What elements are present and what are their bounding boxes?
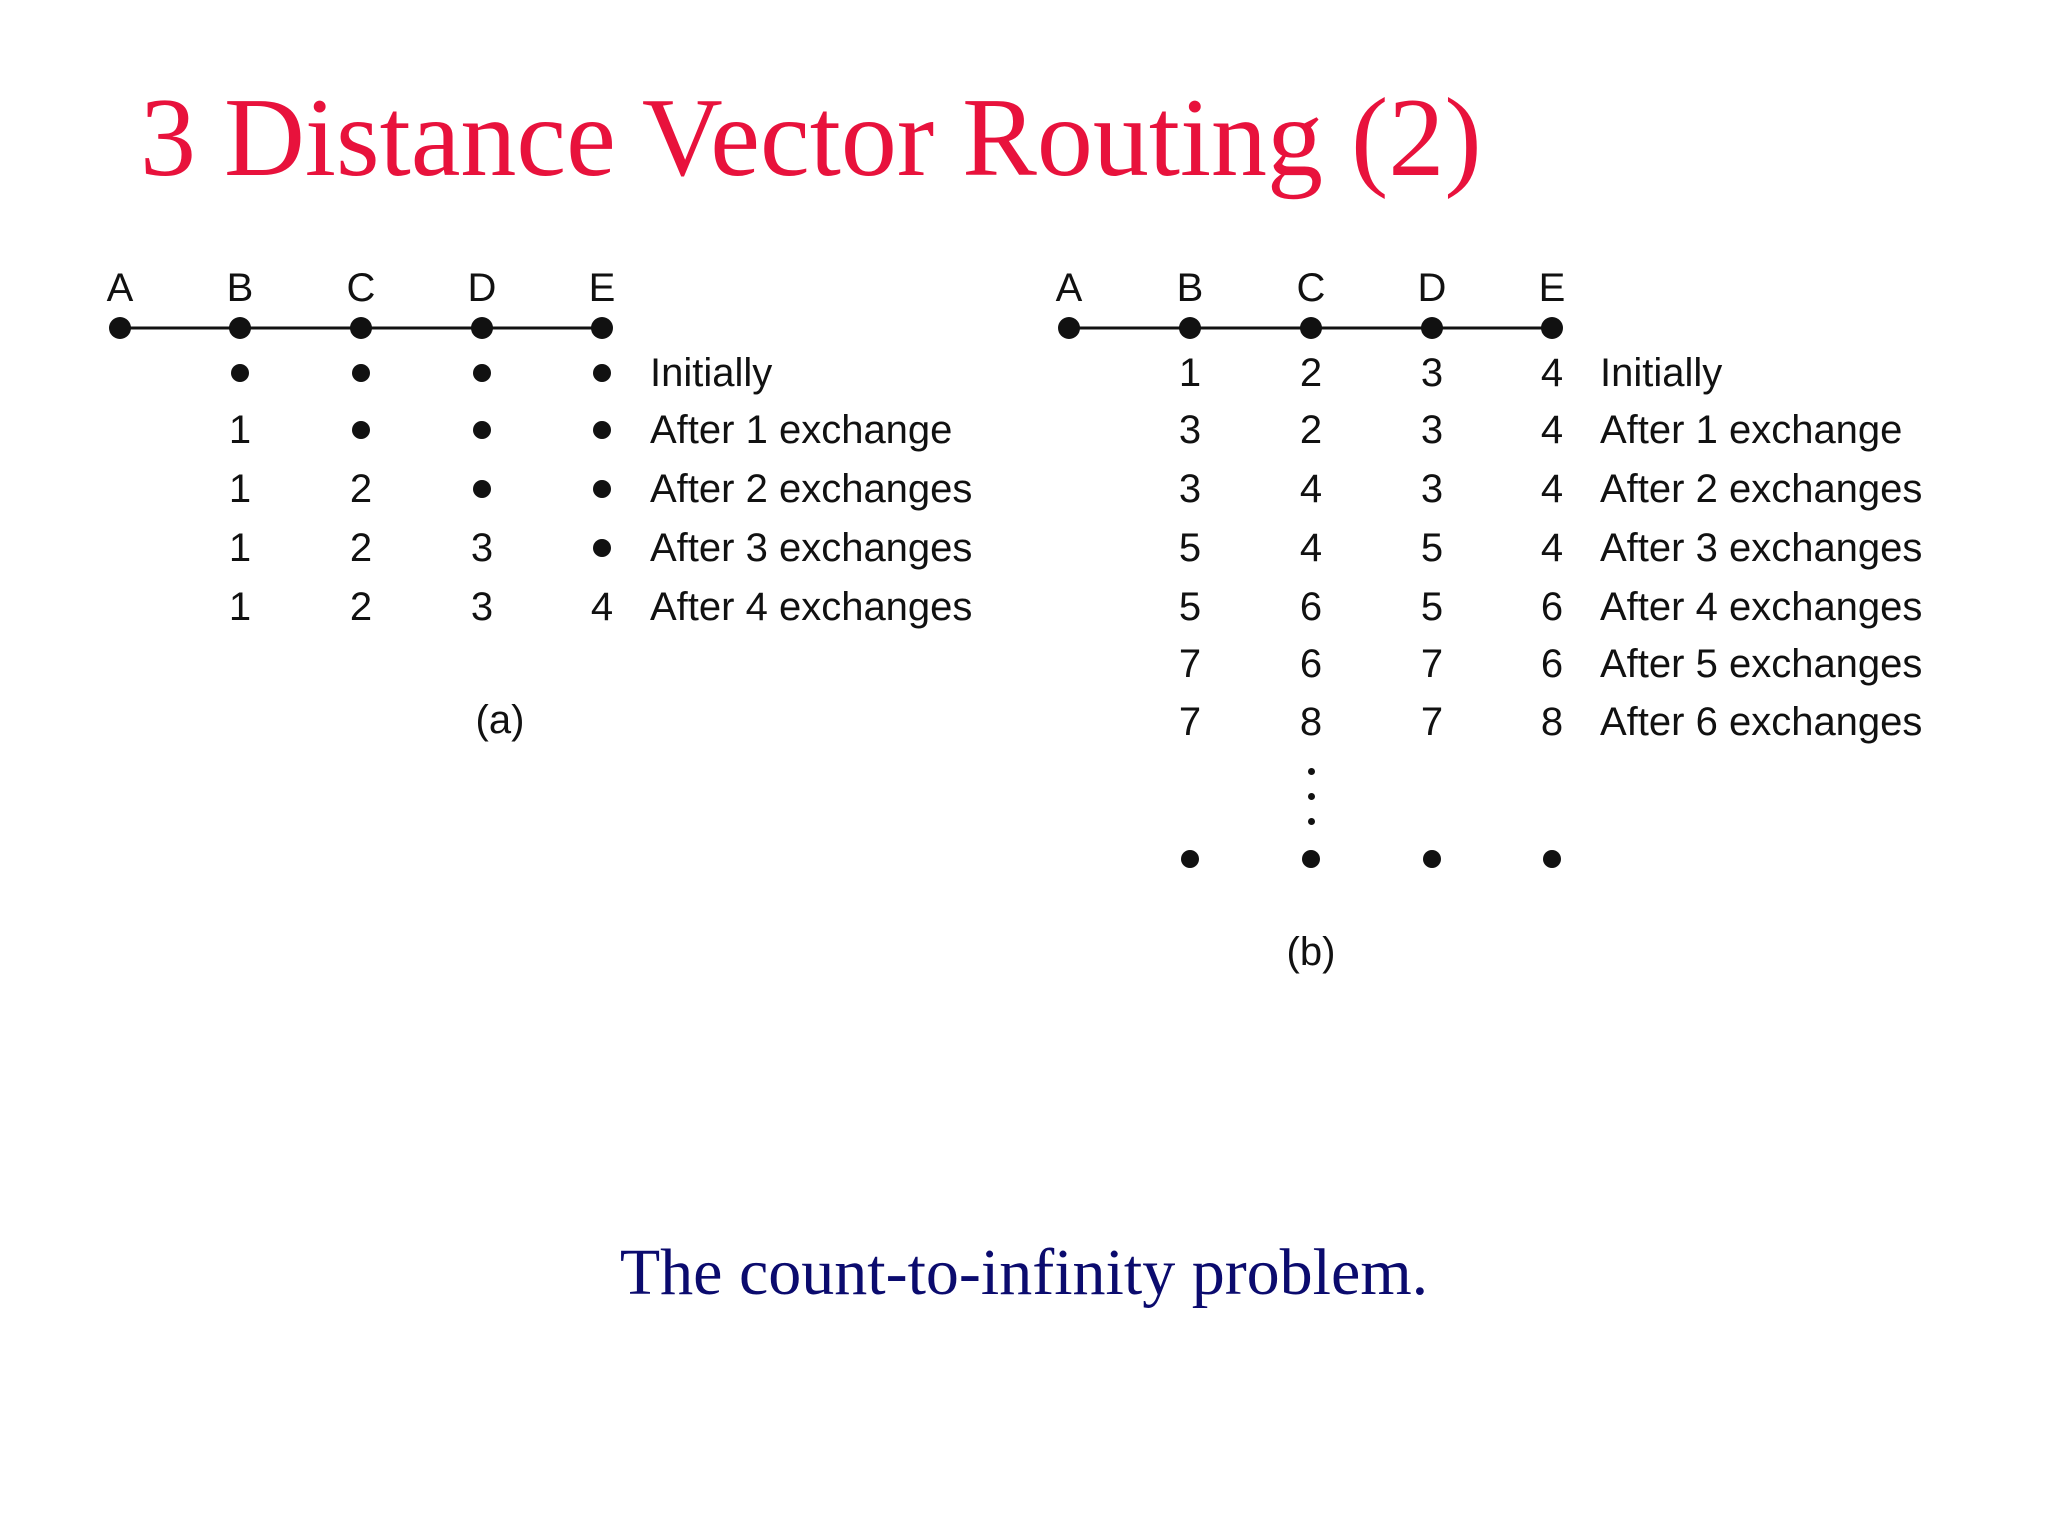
infinity-dot: [593, 421, 611, 439]
distance-value: 3: [1420, 408, 1444, 452]
diagram-sublabel: (a): [475, 698, 525, 742]
distance-value: 4: [1540, 351, 1564, 395]
row-label: After 5 exchanges: [1600, 642, 1923, 686]
distance-value: 2: [349, 585, 373, 629]
distance-value: 7: [1178, 642, 1202, 686]
node-d: [1421, 317, 1443, 339]
distance-value: 1: [228, 526, 252, 570]
distance-value: 4: [1540, 526, 1564, 570]
row-label: After 4 exchanges: [1600, 585, 1923, 629]
infinity-dot: [473, 480, 491, 498]
distance-value: 5: [1420, 585, 1444, 629]
row-label: After 3 exchanges: [1600, 526, 1923, 570]
distance-value: 2: [1299, 408, 1323, 452]
distance-value: 4: [1540, 408, 1564, 452]
row-label: Initially: [650, 351, 773, 395]
infinity-dot: [593, 539, 611, 557]
figure-caption: The count-to-infinity problem.: [619, 1236, 1429, 1309]
diagram-sublabel: (b): [1286, 930, 1336, 974]
infinity-dot: [473, 421, 491, 439]
node-label-a: A: [106, 266, 134, 310]
node-label-b: B: [1176, 266, 1204, 310]
distance-value: 1: [228, 467, 252, 511]
node-label-d: D: [467, 266, 497, 310]
row-label: After 2 exchanges: [650, 467, 973, 511]
row-label: After 1 exchange: [1600, 408, 1903, 452]
row-label: After 1 exchange: [650, 408, 953, 452]
distance-value: 3: [470, 585, 494, 629]
vertical-ellipsis: [1307, 768, 1315, 843]
link-line: [1069, 327, 1552, 330]
infinity-dot: [1543, 850, 1561, 868]
node-e: [1541, 317, 1563, 339]
infinity-dot: [231, 364, 249, 382]
distance-value: 6: [1299, 585, 1323, 629]
distance-value: 3: [1178, 408, 1202, 452]
node-c: [1300, 317, 1322, 339]
distance-value: 3: [1420, 467, 1444, 511]
node-b: [1179, 317, 1201, 339]
distance-value: 6: [1299, 642, 1323, 686]
infinity-dot: [473, 364, 491, 382]
row-label: After 3 exchanges: [650, 526, 973, 570]
distance-value: 2: [349, 467, 373, 511]
distance-value: 5: [1178, 585, 1202, 629]
distance-value: 3: [470, 526, 494, 570]
distance-value: 1: [228, 408, 252, 452]
node-label-e: E: [1538, 266, 1566, 310]
row-label: After 6 exchanges: [1600, 700, 1923, 744]
distance-value: 3: [1178, 467, 1202, 511]
distance-value: 4: [590, 585, 614, 629]
node-b: [229, 317, 251, 339]
row-label: After 2 exchanges: [1600, 467, 1923, 511]
node-a: [109, 317, 131, 339]
distance-value: 6: [1540, 585, 1564, 629]
page-title: 3 Distance Vector Routing (2): [140, 76, 1482, 200]
distance-value: 5: [1420, 526, 1444, 570]
infinity-dot: [1423, 850, 1441, 868]
node-label-c: C: [346, 266, 376, 310]
infinity-dot: [593, 364, 611, 382]
infinity-dot: [352, 421, 370, 439]
distance-value: 8: [1299, 700, 1323, 744]
row-label: Initially: [1600, 351, 1723, 395]
distance-value: 7: [1420, 642, 1444, 686]
distance-value: 7: [1178, 700, 1202, 744]
node-label-e: E: [588, 266, 616, 310]
distance-value: 2: [1299, 351, 1323, 395]
distance-value: 5: [1178, 526, 1202, 570]
distance-value: 2: [349, 526, 373, 570]
node-label-a: A: [1055, 266, 1083, 310]
node-d: [471, 317, 493, 339]
infinity-dot: [352, 364, 370, 382]
distance-value: 6: [1540, 642, 1564, 686]
distance-value: 4: [1299, 467, 1323, 511]
node-label-c: C: [1296, 266, 1326, 310]
node-label-d: D: [1417, 266, 1447, 310]
link-line: [120, 327, 602, 330]
distance-value: 7: [1420, 700, 1444, 744]
infinity-dot: [1302, 850, 1320, 868]
row-label: After 4 exchanges: [650, 585, 973, 629]
infinity-dot: [593, 480, 611, 498]
distance-value: 8: [1540, 700, 1564, 744]
distance-value: 4: [1299, 526, 1323, 570]
distance-value: 1: [228, 585, 252, 629]
node-label-b: B: [226, 266, 254, 310]
node-a: [1058, 317, 1080, 339]
distance-value: 4: [1540, 467, 1564, 511]
node-c: [350, 317, 372, 339]
distance-value: 1: [1178, 351, 1202, 395]
distance-value: 3: [1420, 351, 1444, 395]
infinity-dot: [1181, 850, 1199, 868]
node-e: [591, 317, 613, 339]
